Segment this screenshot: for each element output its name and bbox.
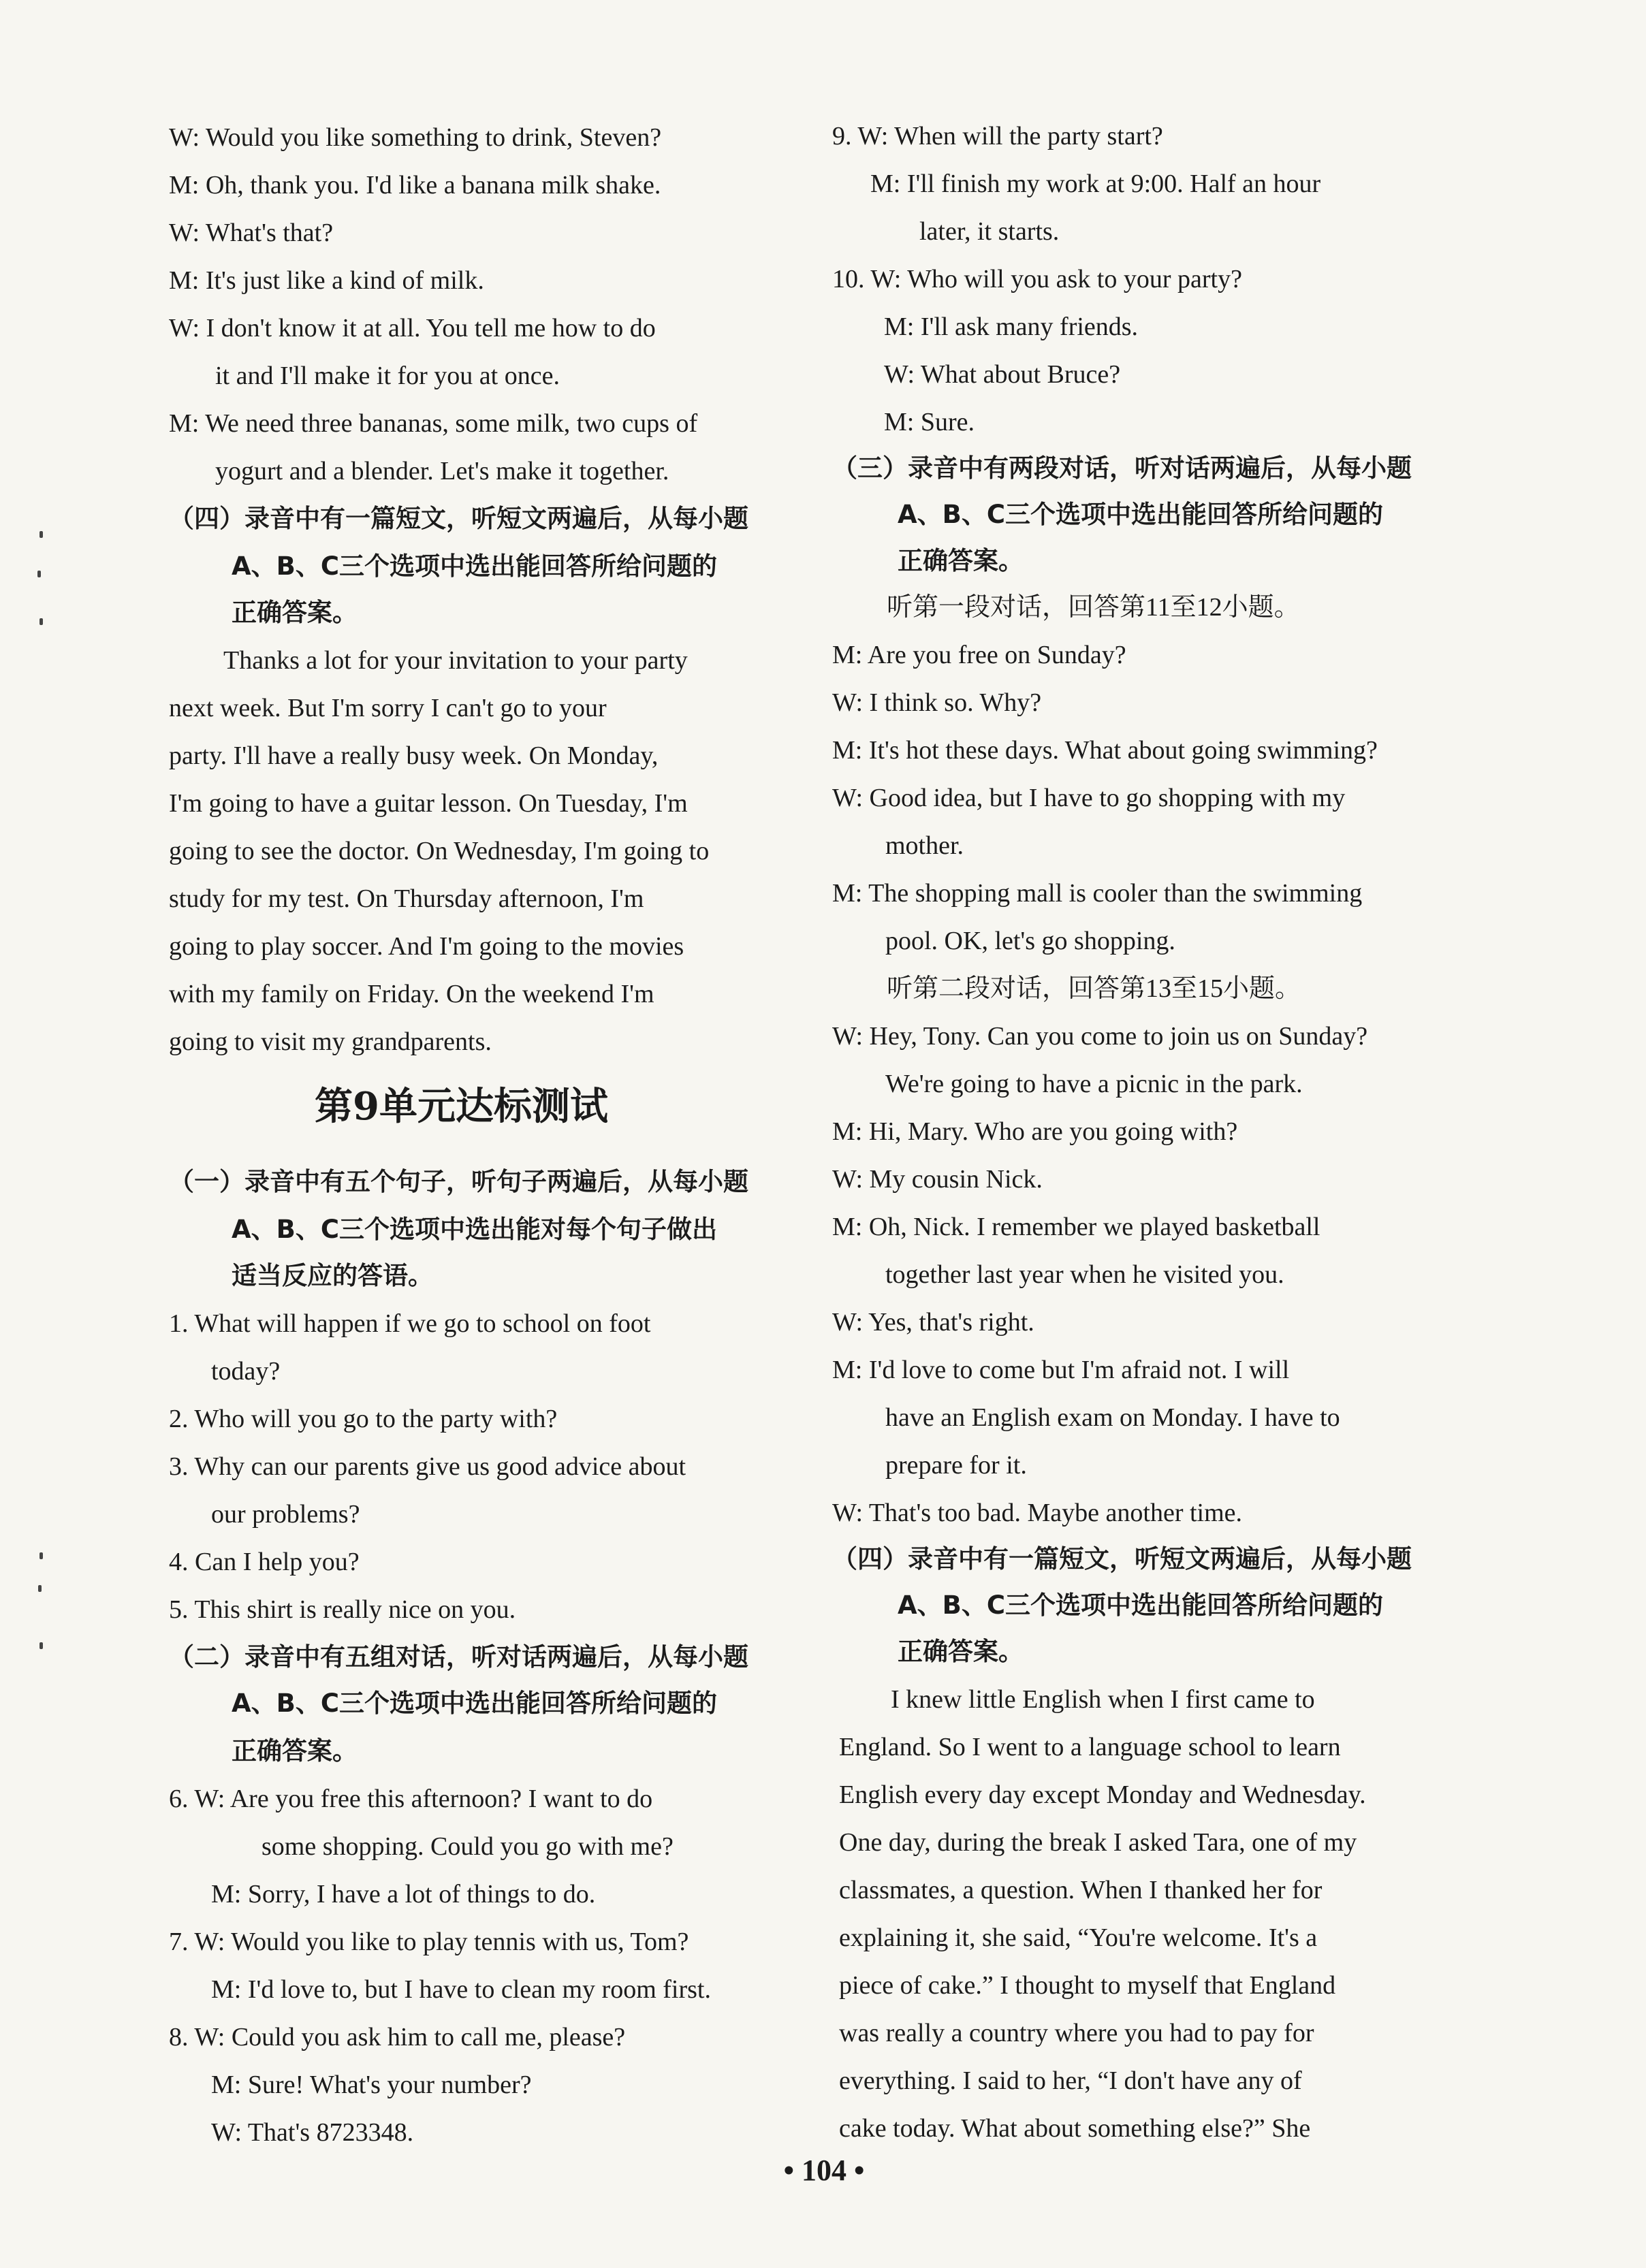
dialogue-line: W: Yes, that's right. [832,1308,1034,1337]
section-heading: （三）录音中有两段对话，听对话两遍后，从每小题 [832,453,1412,483]
dialogue-line: M: Are you free on Sunday? [832,641,1126,669]
section-heading: A、B、C三个选项中选出能回答所给问题的 [232,552,717,581]
dialogue-line: W: That's 8723348. [211,2118,414,2147]
dialogue-line: 7. W: Would you like to play tennis with us, Tom? [169,1928,689,1956]
section-heading: （四）录音中有一篇短文，听短文两遍后，从每小题 [832,1544,1412,1574]
passage-line: was really a country where you had to pay for [839,2019,1314,2047]
passage-line: I knew little English when I first came to [891,1685,1315,1714]
dialogue-line: W: I don't know it at all. You tell me how to do [169,314,656,342]
dialogue-line: W: What about Bruce? [884,360,1121,389]
dialogue-line: M: Sure! What's your number? [211,2071,532,2099]
section-heading: 正确答案。 [898,546,1024,575]
dialogue-line: yogurt and a blender. Let's make it together. [215,457,669,485]
section-heading: （四）录音中有一篇短文，听短文两遍后，从每小题 [169,504,748,533]
passage-line: going to visit my grandparents. [169,1027,492,1056]
dialogue-line: M: Sorry, I have a lot of things to do. [211,1880,596,1908]
dialogue-line: 8. W: Could you ask him to call me, please? [169,2023,626,2051]
section-heading: 适当反应的答语。 [232,1261,433,1290]
dialogue-line: We're going to have a picnic in the park. [885,1070,1303,1098]
passage-line: Thanks a lot for your invitation to your party [223,646,688,675]
section-heading: 正确答案。 [232,1736,358,1766]
passage-line: England. So I went to a language school to learn [839,1733,1341,1761]
question-item: our problems? [211,1500,360,1529]
dialogue-line: M: We need three bananas, some milk, two cups of [169,409,698,438]
dialogue-line: W: What's that? [169,219,334,247]
section-heading: A、B、C三个选项中选出能回答所给问题的 [898,1591,1383,1620]
dialogue-line: M: Oh, Nick. I remember we played basketball [832,1213,1320,1241]
dialogue-line: M: The shopping mall is cooler than the swimming [832,879,1363,908]
dialogue-line: W: That's too bad. Maybe another time. [832,1499,1243,1527]
dialogue-line: prepare for it. [885,1451,1027,1480]
passage-line: piece of cake.” I thought to myself that England [839,1971,1336,2000]
dialogue-line: some shopping. Could you go with me? [262,1832,674,1861]
dialogue-line: W: I think so. Why? [832,688,1042,717]
passage-line: with my family on Friday. On the weekend I'm [169,980,654,1008]
passage-line: classmates, a question. When I thanked her for [839,1876,1323,1904]
passage-line: explaining it, she said, “You're welcome. It's a [839,1923,1318,1952]
dialogue-line: W: Hey, Tony. Can you come to join us on Sunday? [832,1022,1368,1051]
dialogue-line: 6. W: Are you free this afternoon? I want to do [169,1785,653,1813]
dialogue-line: mother. [885,831,964,860]
dialogue-line: M: I'd love to, but I have to clean my room first. [211,1975,711,2004]
dialogue-line: W: My cousin Nick. [832,1165,1043,1194]
unit-title: 第9单元达标测试 [315,1084,608,1129]
passage-line: everything. I said to her, “I don't have any of [839,2066,1302,2095]
passage-line: next week. But I'm sorry I can't go to your [169,694,607,722]
binding-mark [39,531,43,538]
dialogue-line: W: Good idea, but I have to go shopping with my [832,784,1346,812]
dialogue-line: later, it starts. [919,217,1060,246]
dialogue-line: 9. W: When will the party start? [832,122,1163,150]
binding-mark [39,1642,43,1649]
question-item: today? [211,1357,281,1386]
passage-line: cake today. What about something else?” She [839,2114,1311,2143]
passage-line: going to see the doctor. On Wednesday, I'm going to [169,837,710,865]
section-heading: 正确答案。 [232,598,358,627]
question-item: 2. Who will you go to the party with? [169,1405,558,1433]
dialogue-line: W: Would you like something to drink, Steven? [169,123,662,152]
binding-mark [39,618,43,625]
question-item: 5. This shirt is really nice on you. [169,1595,516,1624]
binding-mark [38,1585,42,1592]
dialogue-line: have an English exam on Monday. I have to [885,1403,1340,1432]
question-item: 3. Why can our parents give us good advice about [169,1452,686,1481]
section-heading: （二）录音中有五组对话，听对话两遍后，从每小题 [169,1642,748,1672]
dialogue-line: 10. W: Who will you ask to your party? [832,265,1242,293]
passage-line: English every day except Monday and Wednesday. [839,1780,1366,1809]
dialogue-line: it and I'll make it for you at once. [215,362,560,390]
section-heading: A、B、C三个选项中选出能对每个句子做出 [232,1215,717,1244]
passage-line: going to play soccer. And I'm going to the movies [169,932,684,961]
section-heading: （一）录音中有五个句子，听句子两遍后，从每小题 [169,1167,748,1196]
dialogue-line: M: Hi, Mary. Who are you going with? [832,1117,1238,1146]
dialogue-line: M: It's just like a kind of milk. [169,266,484,295]
dialogue-line: M: It's hot these days. What about going swimming? [832,736,1378,765]
dialogue-note: 听第二段对话，回答第13至15小题。 [887,974,1301,1003]
passage-line: I'm going to have a guitar lesson. On Tuesday, I'm [169,789,688,818]
dialogue-line: M: I'll finish my work at 9:00. Half an hour [870,170,1321,198]
dialogue-line: M: I'd love to come but I'm afraid not. I will [832,1356,1290,1384]
dialogue-note: 听第一段对话，回答第11至12小题。 [887,593,1300,622]
question-item: 4. Can I help you? [169,1548,360,1576]
dialogue-line: M: Sure. [884,408,975,436]
dialogue-line: M: Oh, thank you. I'd like a banana milk shake. [169,171,661,199]
dialogue-line: M: I'll ask many friends. [884,313,1139,341]
binding-mark [37,571,41,577]
dialogue-line: together last year when he visited you. [885,1260,1284,1289]
page-number: • 104 • [783,2154,865,2187]
question-item: 1. What will happen if we go to school on foot [169,1309,651,1338]
passage-line: party. I'll have a really busy week. On Monday, [169,741,659,770]
section-heading: A、B、C三个选项中选出能回答所给问题的 [232,1689,717,1718]
section-heading: 正确答案。 [898,1637,1024,1666]
section-heading: A、B、C三个选项中选出能回答所给问题的 [898,500,1383,529]
passage-line: study for my test. On Thursday afternoon, I'm [169,884,644,913]
dialogue-line: pool. OK, let's go shopping. [885,927,1175,955]
passage-line: One day, during the break I asked Tara, one of my [839,1828,1357,1857]
binding-mark [39,1552,43,1559]
